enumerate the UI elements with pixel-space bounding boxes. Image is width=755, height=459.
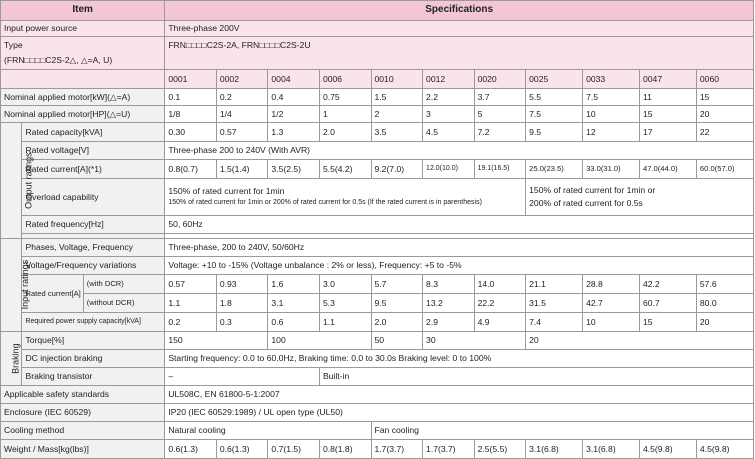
enclosure-label: Enclosure (IEC 60529) — [1, 404, 165, 422]
motor-kw-value: 0.4 — [268, 89, 320, 106]
model-code: 0025 — [526, 70, 583, 89]
without-dcr-row — [1, 294, 754, 313]
phases-label: Phases, Voltage, Frequency — [22, 239, 165, 257]
input-current-label: Rated current[A] — [22, 275, 83, 313]
weight-value: 0.7(1.5) — [268, 440, 320, 459]
without-dcr-value: 3.1 — [268, 294, 320, 313]
rated-frequency-value: 50, 60Hz — [165, 216, 754, 234]
rated-current-value: 3.5(2.5) — [268, 160, 320, 179]
dc-braking-label: DC injection braking — [22, 350, 165, 368]
rated-capacity-value: 7.2 — [474, 123, 526, 142]
weight-value: 0.6(1.3) — [216, 440, 268, 459]
model-code: 0002 — [216, 70, 268, 89]
supply-capacity-value: 0.3 — [216, 313, 268, 332]
braking-transistor-value: Built-in — [319, 368, 753, 386]
torque-value: 150 — [165, 332, 268, 350]
model-code: 0060 — [696, 70, 753, 89]
rated-current-value: 60.0(57.0) — [696, 160, 753, 179]
with-dcr-value: 0.57 — [165, 275, 217, 294]
input-ratings-group — [1, 239, 31, 332]
weight-value: 3.1(6.8) — [526, 440, 583, 459]
braking-transistor-value: – — [165, 368, 320, 386]
rated-current-value: 0.8(0.7) — [165, 160, 217, 179]
item-header: Item — [1, 1, 165, 21]
rated-capacity-value: 9.5 — [526, 123, 583, 142]
supply-capacity-value: 20 — [696, 313, 753, 332]
rated-frequency-label: Rated frequency[Hz] — [22, 216, 165, 234]
natural-cooling-value: Natural cooling — [165, 422, 371, 440]
motor-kw-value: 2.2 — [423, 89, 475, 106]
with-dcr-value: 1.6 — [268, 275, 320, 294]
safety-standards-value: UL508C, EN 61800-5-1:2007 — [165, 386, 754, 404]
weight-value: 1.7(3.7) — [371, 440, 423, 459]
output-ratings-label: Output ratings — [23, 152, 34, 209]
rated-capacity-value: 0.30 — [165, 123, 217, 142]
model-code: 0033 — [583, 70, 640, 89]
rated-capacity-row — [1, 123, 754, 142]
model-code: 0047 — [639, 70, 696, 89]
torque-value: 100 — [268, 332, 371, 350]
with-dcr-value: 8.3 — [423, 275, 475, 294]
with-dcr-value: 0.93 — [216, 275, 268, 294]
without-dcr-value: 31.5 — [526, 294, 583, 313]
supply-capacity-value: 0.6 — [268, 313, 320, 332]
overload-value-small — [165, 179, 526, 216]
torque-value: 30 — [423, 332, 526, 350]
motor-hp-value: 20 — [696, 106, 753, 123]
motor-hp-value: 1/4 — [216, 106, 268, 123]
without-dcr-value: 13.2 — [423, 294, 475, 313]
motor-kw-value: 11 — [639, 89, 696, 106]
rated-current-value: 1.5(1.4) — [216, 160, 268, 179]
model-code: 0004 — [268, 70, 320, 89]
motor-kw-value: 0.1 — [165, 89, 217, 106]
motor-hp-value: 1/8 — [165, 106, 217, 123]
rated-current-value: 25.0(23.5) — [526, 160, 583, 179]
enclosure-value: IP20 (IEC 60529:1989) / UL open type (UL50) — [165, 404, 754, 422]
motor-hp-value: 1 — [319, 106, 371, 123]
without-dcr-value: 22.2 — [474, 294, 526, 313]
with-dcr-value: 5.7 — [371, 275, 423, 294]
braking-group — [1, 332, 22, 386]
motor-kw-value: 5.5 — [526, 89, 583, 106]
model-code: 0010 — [371, 70, 423, 89]
motor-hp-value: 7.5 — [526, 106, 583, 123]
weight-label: Weight / Mass[kg(lbs)] — [1, 440, 165, 459]
motor-kw-label: Nominal applied motor[kW](△=A) — [1, 89, 165, 106]
overload-line-4: 200% of rated current for 0.5s — [529, 198, 643, 208]
type-label-line1: Type — [4, 40, 23, 50]
weight-value: 3.1(6.8) — [583, 440, 640, 459]
model-code: 0006 — [319, 70, 371, 89]
model-code: 0012 — [423, 70, 475, 89]
supply-capacity-label: Required power supply capacity[kVA] — [22, 313, 165, 332]
variations-value: Voltage: +10 to -15% (Voltage unbalance : 2% or less), Frequency: +5 to -5% — [165, 257, 754, 275]
with-dcr-value: 42.2 — [639, 275, 696, 294]
supply-capacity-value: 2.9 — [423, 313, 475, 332]
motor-hp-value: 15 — [639, 106, 696, 123]
rated-current-label: Rated current[A](*1) — [22, 160, 165, 179]
weight-row — [1, 440, 754, 459]
motor-kw-value: 1.5 — [371, 89, 423, 106]
supply-capacity-value: 1.1 — [319, 313, 371, 332]
phases-value: Three-phase, 200 to 240V, 50/60Hz — [165, 239, 754, 257]
rated-capacity-value: 4.5 — [423, 123, 475, 142]
torque-value: 50 — [371, 332, 423, 350]
supply-capacity-value: 15 — [639, 313, 696, 332]
motor-hp-value: 10 — [583, 106, 640, 123]
without-dcr-value: 5.3 — [319, 294, 371, 313]
dc-braking-value: Starting frequency: 0.0 to 60.0Hz, Braking time: 0.0 to 30.0s Braking level: 0 to 100% — [165, 350, 754, 368]
supply-capacity-value: 0.2 — [165, 313, 217, 332]
motor-kw-value: 15 — [696, 89, 753, 106]
motor-hp-value: 2 — [371, 106, 423, 123]
with-dcr-value: 21.1 — [526, 275, 583, 294]
model-code: 0020 — [474, 70, 526, 89]
rated-current-value: 12.0(10.0) — [423, 160, 475, 179]
weight-value: 0.6(1.3) — [165, 440, 217, 459]
supply-capacity-value: 4.9 — [474, 313, 526, 332]
with-dcr-value: 14.0 — [474, 275, 526, 294]
supply-capacity-row — [1, 313, 754, 332]
cooling-method-label: Cooling method — [1, 422, 165, 440]
with-dcr-row — [1, 275, 754, 294]
supply-capacity-value: 2.0 — [371, 313, 423, 332]
motor-kw-row — [1, 89, 754, 106]
type-label-line2: (FRN□□□□C2S-2△, △=A, U) — [4, 54, 113, 65]
weight-value: 4.5(9.8) — [639, 440, 696, 459]
rated-current-value: 9.2(7.0) — [371, 160, 423, 179]
motor-hp-value: 1/2 — [268, 106, 320, 123]
output-ratings-group — [1, 123, 34, 239]
rated-capacity-value: 17 — [639, 123, 696, 142]
fan-cooling-value: Fan cooling — [371, 422, 754, 440]
torque-value: 20 — [526, 332, 754, 350]
without-dcr-value: 60.7 — [639, 294, 696, 313]
rated-capacity-value: 22 — [696, 123, 753, 142]
input-power-label: Input power source — [1, 21, 165, 37]
specifications-header: Specifications — [165, 1, 754, 21]
with-dcr-value: 28.8 — [583, 275, 640, 294]
motor-hp-value: 5 — [474, 106, 526, 123]
torque-label: Torque[%] — [22, 332, 165, 350]
rated-voltage-label: Rated voltage[V] — [22, 142, 165, 160]
motor-hp-label: Nominal applied motor[HP](△=U) — [1, 106, 165, 123]
with-dcr-value: 57.6 — [696, 275, 753, 294]
weight-value: 1.7(3.7) — [423, 440, 475, 459]
rated-current-value: 5.5(4.2) — [319, 160, 371, 179]
weight-value: 2.5(5.5) — [474, 440, 526, 459]
rated-capacity-value: 1.3 — [268, 123, 320, 142]
with-dcr-value: 3.0 — [319, 275, 371, 294]
without-dcr-value: 1.1 — [165, 294, 217, 313]
overload-value-large — [526, 179, 754, 216]
overload-line-3: 150% of rated current for 1min or — [529, 185, 656, 196]
without-dcr-value: 42.7 — [583, 294, 640, 313]
rated-capacity-value: 12 — [583, 123, 640, 142]
supply-capacity-value: 10 — [583, 313, 640, 332]
motor-kw-value: 3.7 — [474, 89, 526, 106]
motor-kw-value: 7.5 — [583, 89, 640, 106]
rated-capacity-label: Rated capacity[kVA] — [22, 123, 165, 142]
without-dcr-value: 1.8 — [216, 294, 268, 313]
without-dcr-value: 80.0 — [696, 294, 753, 313]
overload-label: Overload capability — [22, 179, 165, 216]
motor-kw-value: 0.75 — [319, 89, 371, 106]
model-code: 0001 — [165, 70, 217, 89]
rated-current-value: 33.0(31.0) — [583, 160, 640, 179]
braking-label: Braking — [10, 343, 21, 374]
input-power-value: Three-phase 200V — [165, 21, 754, 37]
rated-capacity-value: 0.57 — [216, 123, 268, 142]
input-ratings-label: Input ratings — [20, 260, 31, 310]
overload-line-1: 150% of rated current for 1min — [168, 186, 285, 197]
safety-standards-label: Applicable safety standards — [1, 386, 165, 404]
braking-transistor-label: Braking transistor — [22, 368, 165, 386]
rated-capacity-value: 2.0 — [319, 123, 371, 142]
motor-hp-value: 3 — [423, 106, 475, 123]
rated-capacity-value: 3.5 — [371, 123, 423, 142]
with-dcr-label: (with DCR) — [83, 275, 165, 294]
rated-current-value: 19.1(16.5) — [474, 160, 526, 179]
type-value: FRN□□□□C2S-2A, FRN□□□□C2S-2U — [165, 37, 754, 70]
model-label-blank — [1, 70, 165, 89]
weight-value: 0.8(1.8) — [319, 440, 371, 459]
rated-current-row — [1, 160, 754, 179]
variations-label: Voltage/Frequency variations — [22, 257, 165, 275]
supply-capacity-value: 7.4 — [526, 313, 583, 332]
rated-current-value: 47.0(44.0) — [639, 160, 696, 179]
rated-voltage-value: Three-phase 200 to 240V (With AVR) — [165, 142, 754, 160]
weight-value: 4.5(9.8) — [696, 440, 753, 459]
overload-line-2: 150% of rated current for 1min or 200% of rated current for 0.5s (If the rated current is in parenthesis) — [168, 198, 482, 206]
without-dcr-value: 9.5 — [371, 294, 423, 313]
motor-kw-value: 0.2 — [216, 89, 268, 106]
without-dcr-label: (without DCR) — [83, 294, 165, 313]
type-label — [1, 37, 165, 70]
motor-hp-row — [1, 106, 754, 123]
